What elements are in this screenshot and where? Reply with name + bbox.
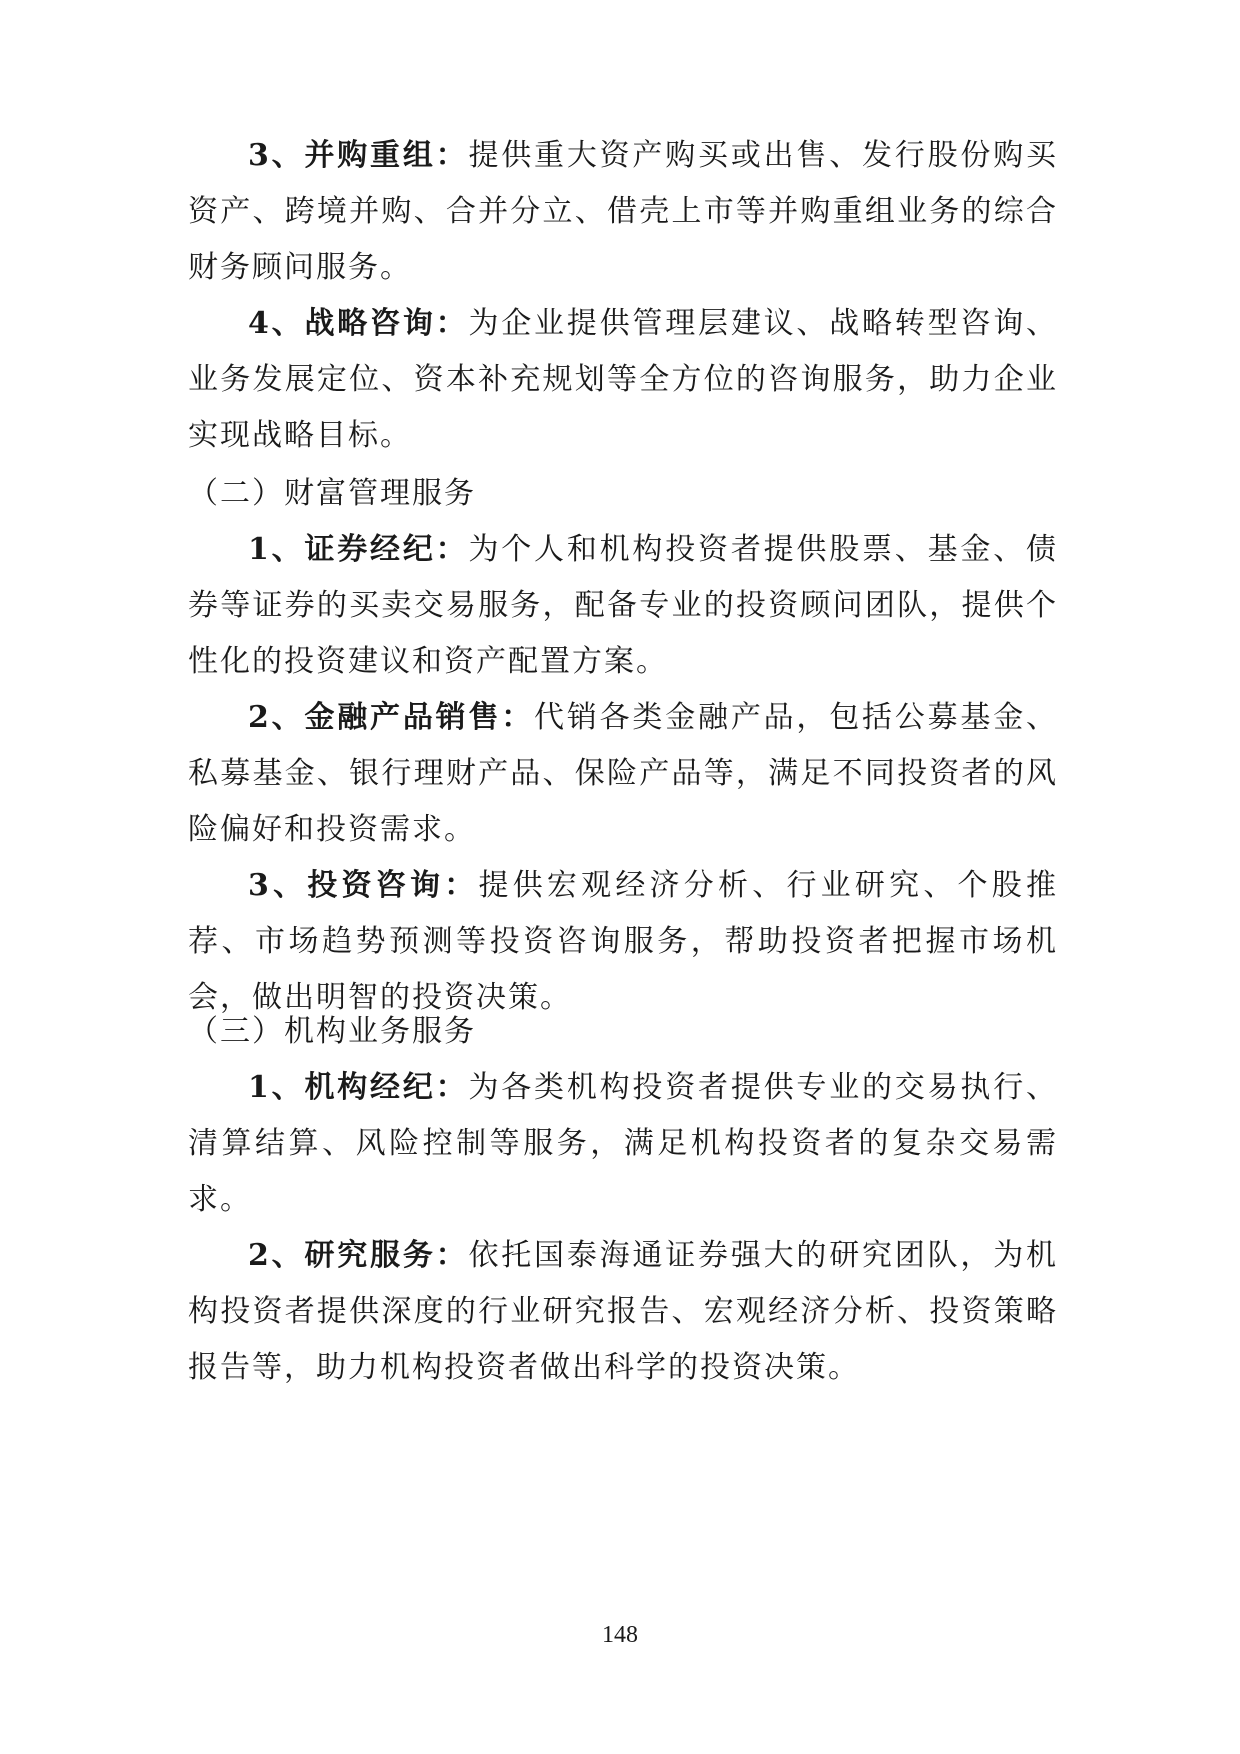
section-c-item-1 xyxy=(188,1060,1058,1228)
item-text: 代销各类金融产品，包括公募基金、私募基金、银行理财产品、保险产品等，满足不同投资者的风险偏好和投资需求。 xyxy=(188,700,1058,847)
item-term: 1、机构经纪： xyxy=(248,1070,469,1105)
item-term: 2、金融产品销售： xyxy=(248,700,535,735)
section-heading: （二）财富管理服务 xyxy=(188,476,476,511)
item-text: 为各类机构投资者提供专业的交易执行、清算结算、风险控制等服务，满足机构投资者的复杂交易需求。 xyxy=(188,1070,1058,1217)
section-c-block xyxy=(188,1004,1058,1396)
item-text: 依托国泰海通证券强大的研究团队，为机构投资者提供深度的行业研究报告、宏观经济分析、投资策略报告等，助力机构投资者做出科学的投资决策。 xyxy=(188,1238,1058,1385)
section-b-item-2 xyxy=(188,690,1058,858)
item-term: 1、证券经纪： xyxy=(248,532,469,567)
item-text: 为个人和机构投资者提供股票、基金、债券等证券的买卖交易服务，配备专业的投资顾问团队，提供个性化的投资建议和资产配置方案。 xyxy=(188,532,1058,679)
item-term: 4、战略咨询： xyxy=(248,306,469,341)
section-b-item-1 xyxy=(188,522,1058,690)
section-a-item-3 xyxy=(188,128,1058,296)
section-c-item-2 xyxy=(188,1228,1058,1396)
section-b-block xyxy=(188,466,1058,1026)
item-text: 提供宏观经济分析、行业研究、个股推荐、市场趋势预测等投资咨询服务，帮助投资者把握市场机会，做出明智的投资决策。 xyxy=(188,868,1059,1015)
item-text: 提供重大资产购买或出售、发行股份购买资产、跨境并购、合并分立、借壳上市等并购重组业务的综合财务顾问服务。 xyxy=(188,138,1058,285)
section-a-block xyxy=(188,128,1058,464)
section-b-item-3 xyxy=(188,858,1058,1026)
item-term: 3、投资咨询： xyxy=(248,868,479,903)
item-text: 为企业提供管理层建议、战略转型咨询、业务发展定位、资本补充规划等全方位的咨询服务，助力企业实现战略目标。 xyxy=(188,306,1058,453)
page-number: 148 xyxy=(602,1622,638,1648)
section-a-item-4 xyxy=(188,296,1058,464)
section-heading: （三）机构业务服务 xyxy=(188,1014,476,1049)
item-term: 2、研究服务： xyxy=(248,1238,469,1273)
item-term: 3、并购重组： xyxy=(248,138,469,173)
